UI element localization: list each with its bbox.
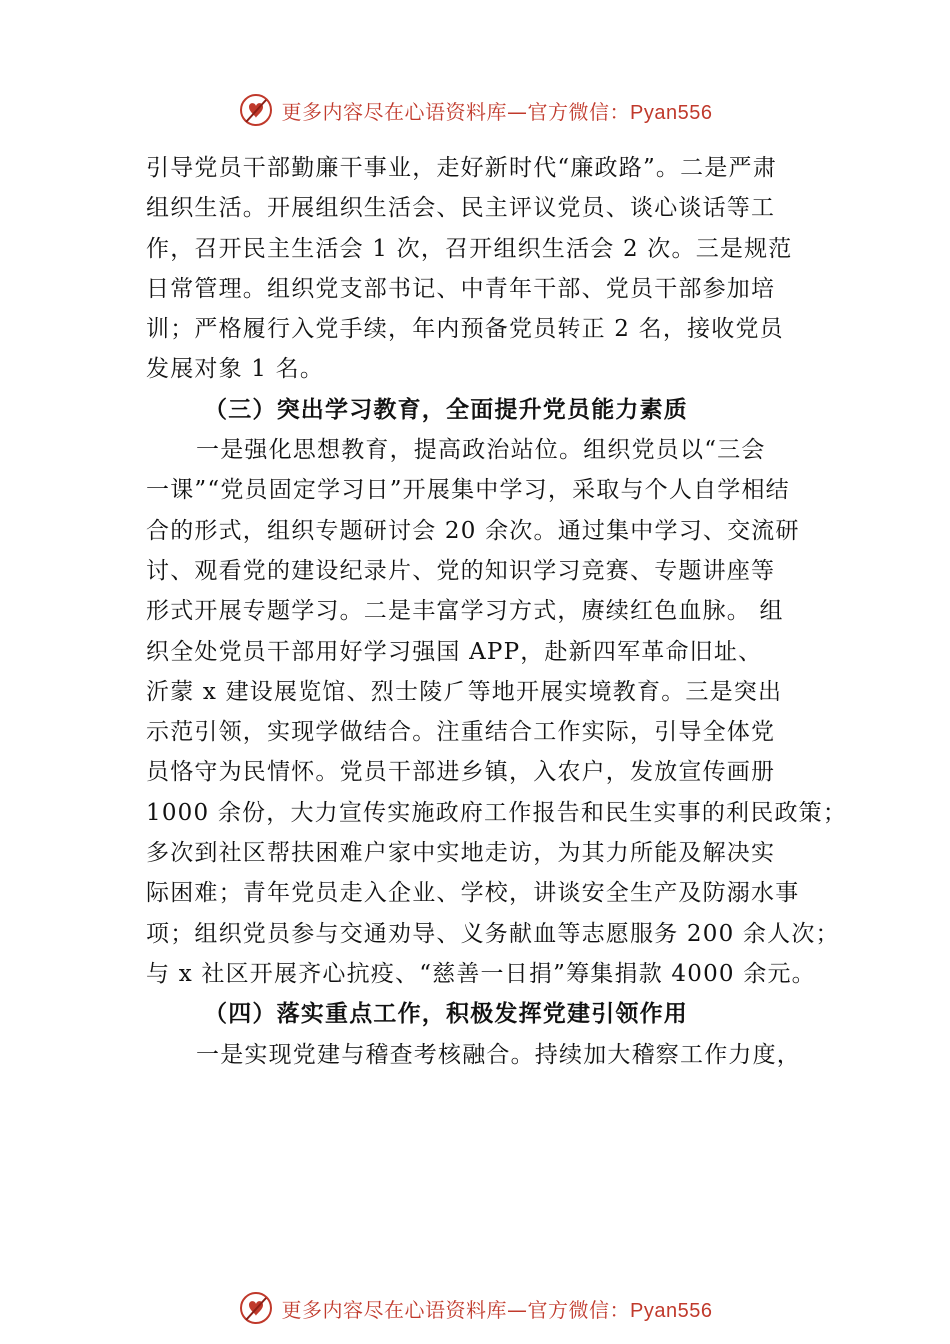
- pen-heart-logo-icon: [238, 92, 274, 128]
- section-heading: （三）突出学习教育，全面提升党员能力素质: [204, 395, 688, 423]
- watermark-header: [0, 92, 950, 128]
- paragraph-line: 多次到社区帮扶困难户家中实地走访，为其力所能及解决实: [146, 840, 776, 867]
- watermark-wechat-id: Pyan556: [630, 1299, 713, 1322]
- document-body: [146, 148, 848, 1075]
- watermark-footer: [0, 1290, 950, 1326]
- paragraph-line: 日常管理。组织党支部书记、中青年干部、党员干部参加培: [146, 275, 776, 302]
- paragraph-line: 项；组织党员参与交通劝导、义务献血等志愿服务 200 余人次；: [146, 920, 840, 947]
- paragraph-line: 合的形式，组织专题研讨会 20 余次。通过集中学习、交流研: [146, 517, 800, 544]
- section-heading: （四）落实重点工作，积极发挥党建引领作用: [204, 1000, 688, 1028]
- paragraph-line: 训；严格履行入党手续，年内预备党员转正 2 名，接收党员: [146, 316, 784, 343]
- paragraph-line: 讨、观看党的建设纪录片、党的知识学习竞赛、专题讲座等: [146, 557, 776, 584]
- paragraph-line: 1000 余份，大力宣传实施政府工作报告和民生实事的利民政策；: [146, 799, 848, 826]
- watermark-wechat-id: Pyan556: [630, 101, 713, 124]
- watermark-main-text: 更多内容尽在心语资料库: [281, 99, 508, 124]
- pen-heart-logo-icon: [238, 1290, 274, 1326]
- paragraph-line: 一课”“党员固定学习日”开展集中学习，采取与个人自学相结: [146, 477, 790, 504]
- watermark-dash: —: [507, 1297, 528, 1322]
- paragraph-line: 作，召开民主生活会 1 次，召开组织生活会 2 次。三是规范: [146, 235, 793, 262]
- paragraph-line: 组织生活。开展组织生活会、民主评议党员、谈心谈话等工: [146, 195, 776, 222]
- paragraph-line: 与 x 社区开展齐心抗疫、“慈善一日捐”筹集捐款 4000 余元。: [146, 960, 816, 987]
- watermark-dash: —: [507, 99, 528, 124]
- paragraph-line: 示范引领，实现学做结合。注重结合工作实际，引导全体党: [146, 719, 776, 746]
- paragraph-line: 形式开展专题学习。二是丰富学习方式，赓续红色血脉。 组: [146, 598, 784, 625]
- paragraph-line: 一是实现党建与稽查考核融合。持续加大稽察工作力度，: [196, 1041, 801, 1068]
- paragraph-line: 员恪守为民情怀。党员干部进乡镇，入农户，发放宣传画册: [146, 759, 776, 786]
- paragraph-line: 引导党员干部勤廉干事业，走好新时代“廉政路”。二是严肃: [146, 155, 777, 181]
- paragraph-line: 际困难；青年党员走入企业、学校，讲谈安全生产及防溺水事: [146, 880, 800, 907]
- paragraph-line: 织全处党员干部用好学习强国 APP，赴新四军革命旧址、: [146, 638, 763, 665]
- watermark-main-text: 更多内容尽在心语资料库: [281, 1297, 508, 1322]
- watermark-wechat-label: 官方微信：: [527, 99, 631, 124]
- paragraph-line: 一是强化思想教育，提高政治站位。组织党员以“三会: [196, 437, 766, 464]
- paragraph-line: 沂蒙 x 建设展览馆、烈士陵⺁等地开展实境教育。三是突出: [146, 678, 783, 705]
- watermark-wechat-label: 官方微信：: [527, 1297, 631, 1322]
- paragraph-line: 发展对象 1 名。: [146, 356, 325, 383]
